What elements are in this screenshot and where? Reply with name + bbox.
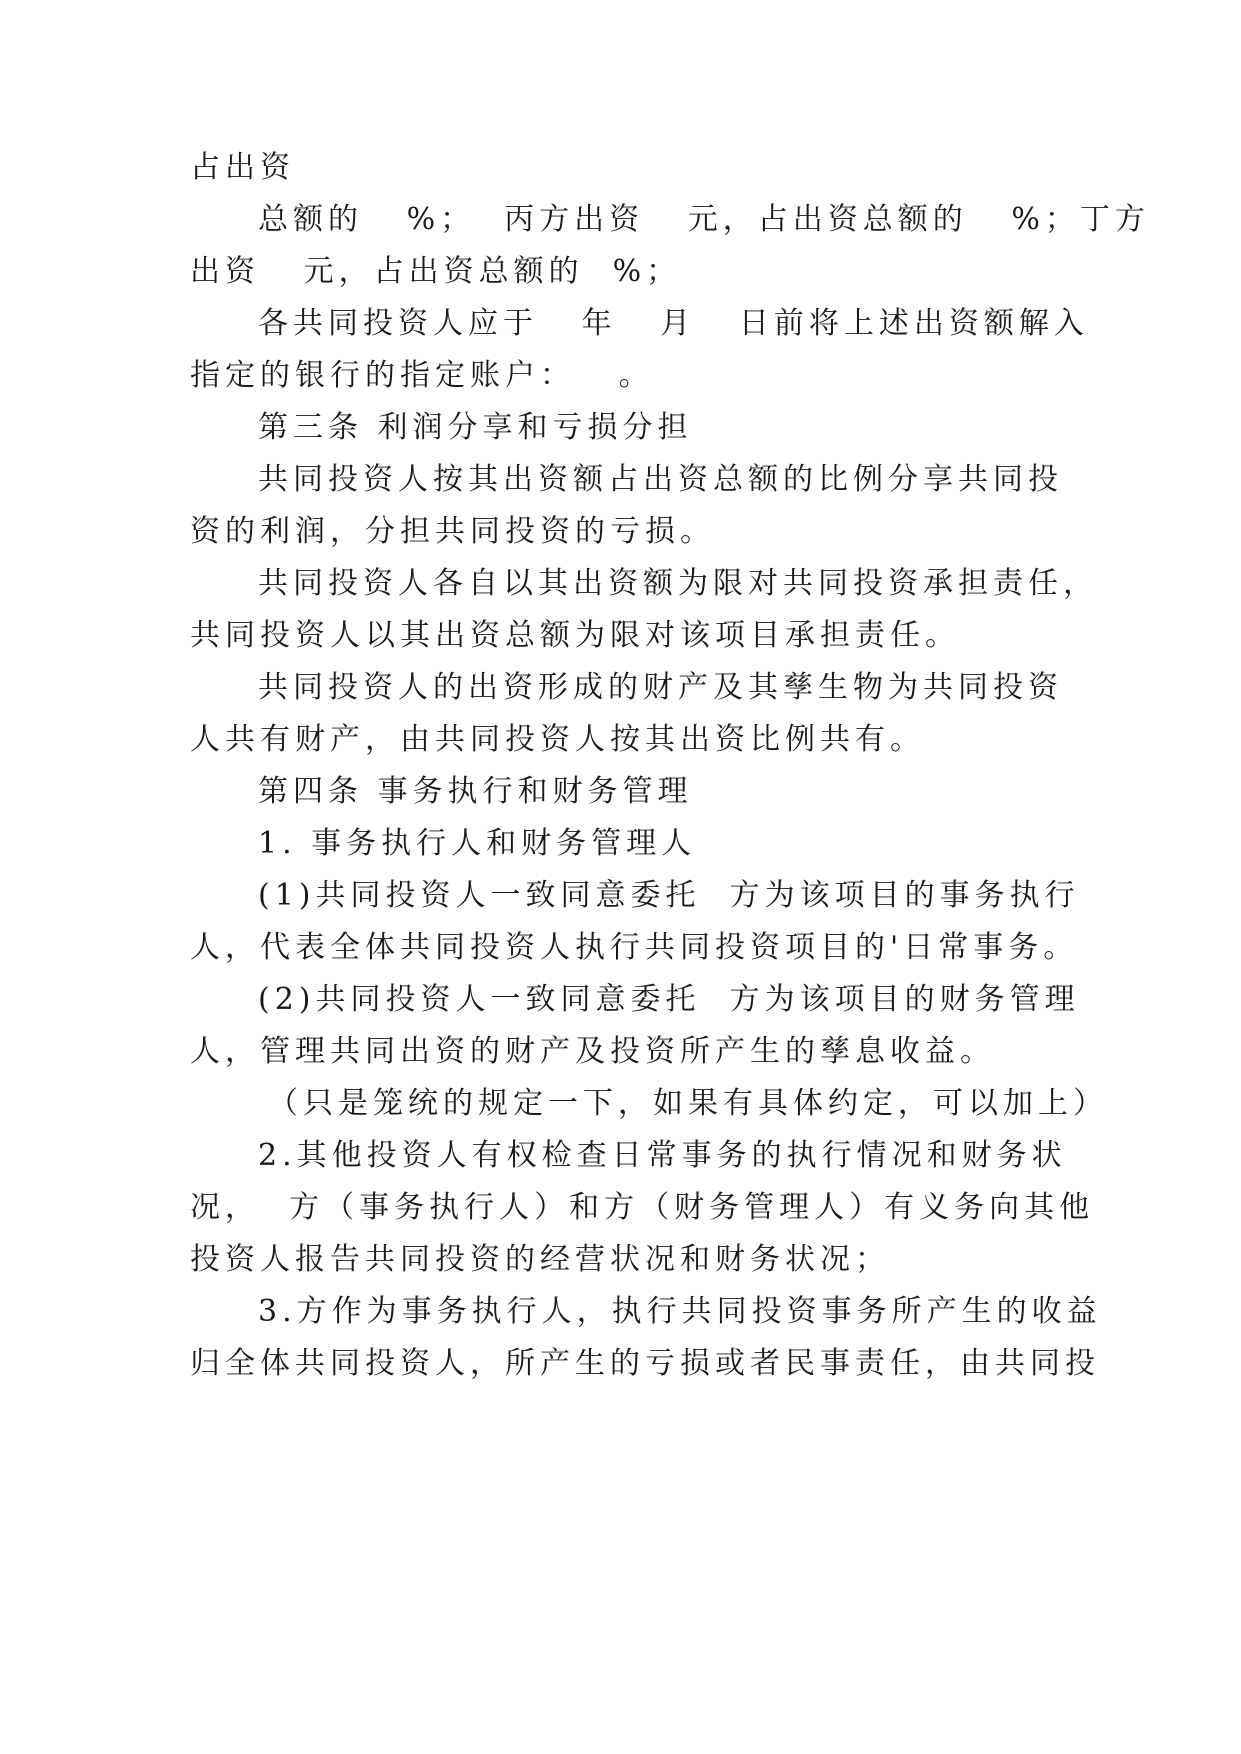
text-line: 况， 方（事务执行人）和方（财务管理人）有义务向其他 — [190, 1190, 1095, 1225]
subsection-heading: 1. 事务执行人和财务管理人 — [258, 826, 697, 861]
note-line: （只是笼统的规定一下，如果有具体约定，可以加上） — [268, 1086, 1108, 1121]
section-heading: 第四条 事务执行和财务管理 — [258, 774, 693, 809]
text-line: 出资 元，占出资总额的 %； — [190, 254, 682, 289]
section-heading: 第三条 利润分享和亏损分担 — [258, 410, 693, 445]
text-line: 共同投资人的出资形成的财产及其孳生物为共同投资 — [258, 670, 1063, 705]
text-line: (2)共同投资人一致同意委托 方为该项目的财务管理 — [258, 982, 1080, 1017]
text-line: 人，管理共同出资的财产及投资所产生的孳息收益。 — [190, 1034, 995, 1069]
text-line: 指定的银行的指定账户： 。 — [190, 358, 654, 393]
text-line: 人共有财产，由共同投资人按其出资比例共有。 — [190, 722, 925, 757]
text-line: 人，代表全体共同投资人执行共同投资项目的'日常事务。 — [190, 930, 1079, 965]
text-line: 共同投资人以其出资总额为限对该项目承担责任。 — [190, 618, 960, 653]
text-line: 归全体共同投资人，所产生的亏损或者民事责任，由共同投 — [190, 1346, 1100, 1381]
text-line: 总额的 %； 丙方出资 元，占出资总额的 %；丁方 — [258, 202, 1150, 237]
text-line: 资的利润，分担共同投资的亏损。 — [190, 514, 715, 549]
text-line: 占出资 — [190, 150, 295, 185]
text-line: 投资人报告共同投资的经营状况和财务状况； — [190, 1242, 890, 1277]
text-line: 2.其他投资人有权检查日常事务的执行情况和财务状 — [258, 1138, 1067, 1173]
text-line: 各共同投资人应于 年 月 日前将上述出资额解入 — [258, 306, 1089, 341]
text-line: 共同投资人按其出资额占出资总额的比例分享共同投 — [258, 462, 1063, 497]
text-line: (1)共同投资人一致同意委托 方为该项目的事务执行 — [258, 878, 1080, 913]
text-line: 共同投资人各自以其出资额为限对共同投资承担责任， — [258, 566, 1098, 601]
text-line: 3.方作为事务执行人，执行共同投资事务所产生的收益 — [258, 1294, 1102, 1329]
